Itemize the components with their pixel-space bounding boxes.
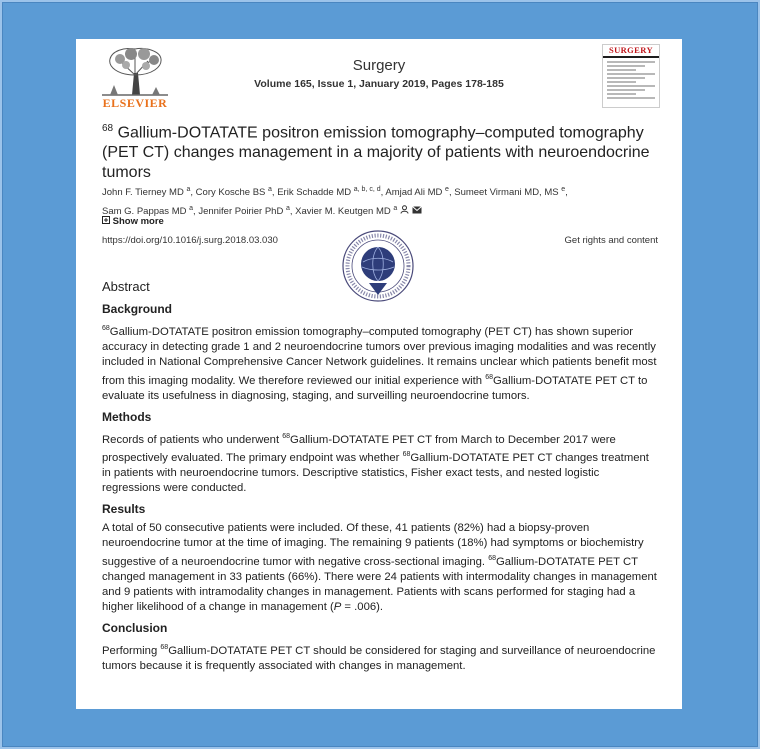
author[interactable]: Sam G. Pappas MD $^a$ xyxy=(102,205,194,218)
author[interactable]: Amjad Ali MD $^e$ xyxy=(385,186,449,199)
journal-name[interactable]: Surgery xyxy=(352,57,406,74)
results-heading: Results xyxy=(102,502,146,517)
plus-box-icon xyxy=(102,216,110,224)
envelope-icon[interactable] xyxy=(412,206,422,214)
author[interactable]: Cory Kosche BS $^a$ xyxy=(195,186,272,199)
results-text: A total of 50 consecutive patients were included. Of these, 41 patients (82%) had a biopsy-proven neuroendocrine tumor at the time of imaging. The remaining 9 patients (18%) had symptoms or biochemistry suggestive of a neuroendocrine tumor with negative cross-sectional imaging. $^{68}$Gallium-DOTATATE PET CT changed management in 33 patients (66%). There were 24 patients with intermodality changes in management and 9 patients with intramodality changes in management. Patients with scans performed for staging had a higher likelihood of a change in management (P = .006). xyxy=(102,522,657,613)
author[interactable]: John F. Tierney MD $^a$ xyxy=(102,186,191,199)
person-icon[interactable] xyxy=(400,205,409,214)
article-page xyxy=(76,39,682,709)
conclusion-heading: Conclusion xyxy=(102,620,168,635)
article-title: $^{68}$ Gallium-DOTATATE positron emission tomography–computed tomography (PET CT) changes management in a majority of patients with neuroendocrine tumors xyxy=(102,123,650,182)
rights-link[interactable]: Get rights and content xyxy=(564,235,658,246)
journal-issue[interactable]: Volume 165, Issue 1, January 2019, Pages 178-185 xyxy=(254,78,504,90)
conclusion-text: Performing $^{68}$Gallium-DOTATATE PET CT should be considered for staging and surveillance of neuroendocrine tumors because it is frequently associated with changes in management. xyxy=(102,643,656,672)
journal-cover-thumbnail[interactable] xyxy=(602,44,660,108)
journal-header xyxy=(76,39,682,111)
doi-link[interactable]: https://doi.org/10.1016/j.surg.2018.03.030 xyxy=(102,235,278,246)
author[interactable]: Jennifer Poirier PhD $^a$ xyxy=(198,205,290,218)
author-list: John F. Tierney MD $^a$, Cory Kosche BS $^a$, Erik Schadde MD $^{a, b, c, d}$, Amjad Ali MD $^e$, Sumeet Virmani MD, MS $^e$, Sam G. Pappas MD $^a$, Jennifer Poirier PhD $^a$, Xavier M. Keutgen MD $^a$ xyxy=(102,186,568,218)
society-seal-icon xyxy=(341,229,415,303)
elsevier-wordmark: ELSEVIER xyxy=(102,96,168,110)
background-heading: Background xyxy=(102,302,173,316)
abstract-body xyxy=(102,301,658,679)
author[interactable]: Erik Schadde MD $^{a, b, c, d}$ xyxy=(277,186,381,199)
methods-heading: Methods xyxy=(102,409,152,424)
background-text: $^{68}$Gallium-DOTATATE positron emission tomography–computed tomography (PET CT) has shown superior accuracy in detecting grade 1 and 2 neuroendocrine tumors over previous imaging modalities and was recently included in National Comprehensive Cancer Network guidelines. It remains unclear which patients benefit most from this imaging modality. We therefore reviewed our initial experience with $^{68}$Gallium-DOTATATE PET CT to evaluate its usefulness in diagnosing, staging, and surveilling neuroendocrine tumors. xyxy=(102,325,657,402)
cover-text-lines xyxy=(603,58,659,104)
methods-text: Records of patients who underwent $^{68}$Gallium-DOTATATE PET CT from March to December 2017 were prospectively evaluated. The primary endpoint was whether $^{68}$Gallium-DOTATATE PET CT changes treatment in patients with neuroendocrine tumors. Descriptive statistics, Fisher exact tests, and nested logistic regressions were conducted. xyxy=(102,432,649,495)
abstract-heading: Abstract xyxy=(102,279,150,294)
author[interactable]: Xavier M. Keutgen MD $^a$ xyxy=(295,205,398,218)
show-more-button[interactable]: Show more xyxy=(102,216,164,227)
author[interactable]: Sumeet Virmani MD, MS $^e$ xyxy=(454,186,566,199)
cover-title: SURGERY xyxy=(603,45,659,58)
